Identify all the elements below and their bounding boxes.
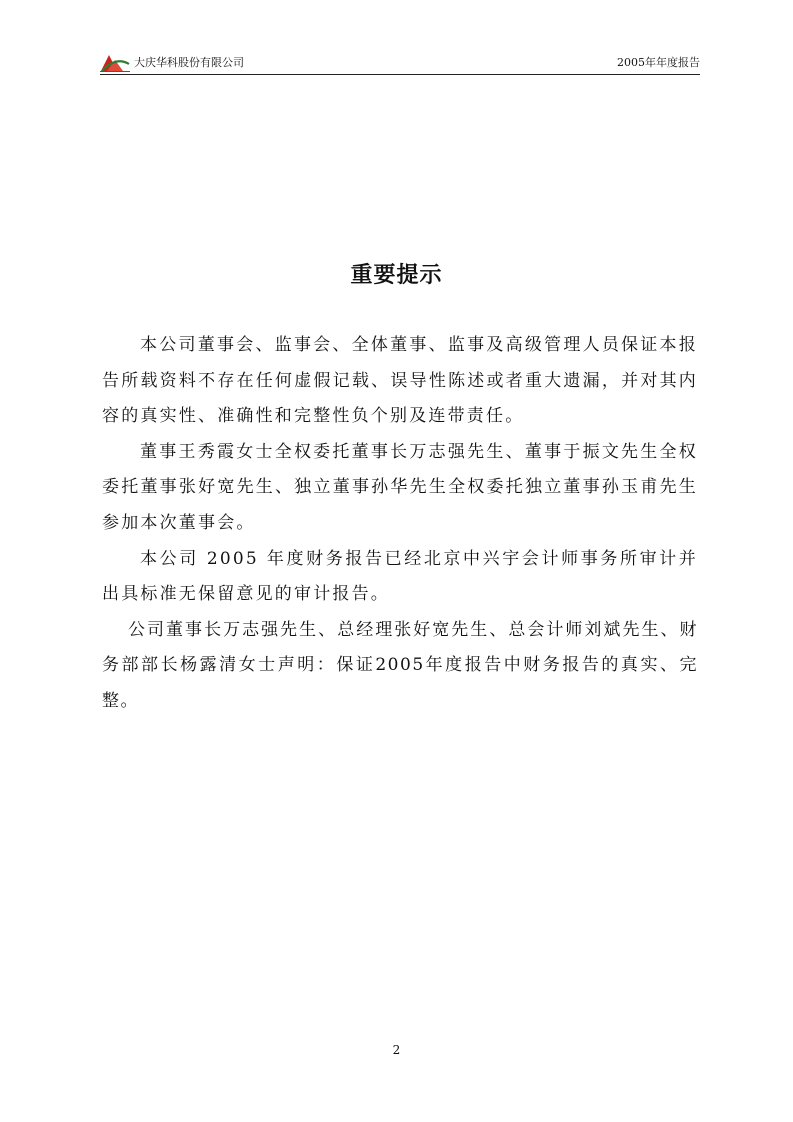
header-divider bbox=[100, 74, 700, 75]
company-logo-icon bbox=[100, 52, 130, 72]
paragraph-declaration: 公司董事长万志强先生、总经理张好宽先生、总会计师刘斌先生、财务部部长杨露清女士声明：保证2005年度报告中财务报告的真实、完整。 bbox=[102, 619, 698, 711]
company-name: 大庆华科股份有限公司 bbox=[134, 56, 244, 69]
paragraph-guarantee: 本公司董事会、监事会、全体董事、监事及高级管理人员保证本报告所载资料不存在任何虚假记载、误导性陈述或者重大遗漏，并对其内容的真实性、准确性和完整性负个别及连带责任。 bbox=[102, 335, 698, 427]
notice-body bbox=[102, 328, 698, 720]
page-title: 重要提示 bbox=[350, 262, 443, 288]
page-number: 2 bbox=[392, 1043, 401, 1057]
paragraph-audit: 本公司 2005 年度财务报告已经北京中兴宇会计师事务所审计并出具标准无保留意见的审计报告。 bbox=[102, 548, 698, 605]
paragraph-proxy: 董事王秀霞女士全权委托董事长万志强先生、董事于振文先生全权委托董事张好宽先生、独立董事孙华先生全权委托独立董事孙玉甫先生参加本次董事会。 bbox=[102, 441, 698, 533]
page-header bbox=[100, 52, 700, 74]
report-title: 2005年年度报告 bbox=[617, 56, 700, 69]
